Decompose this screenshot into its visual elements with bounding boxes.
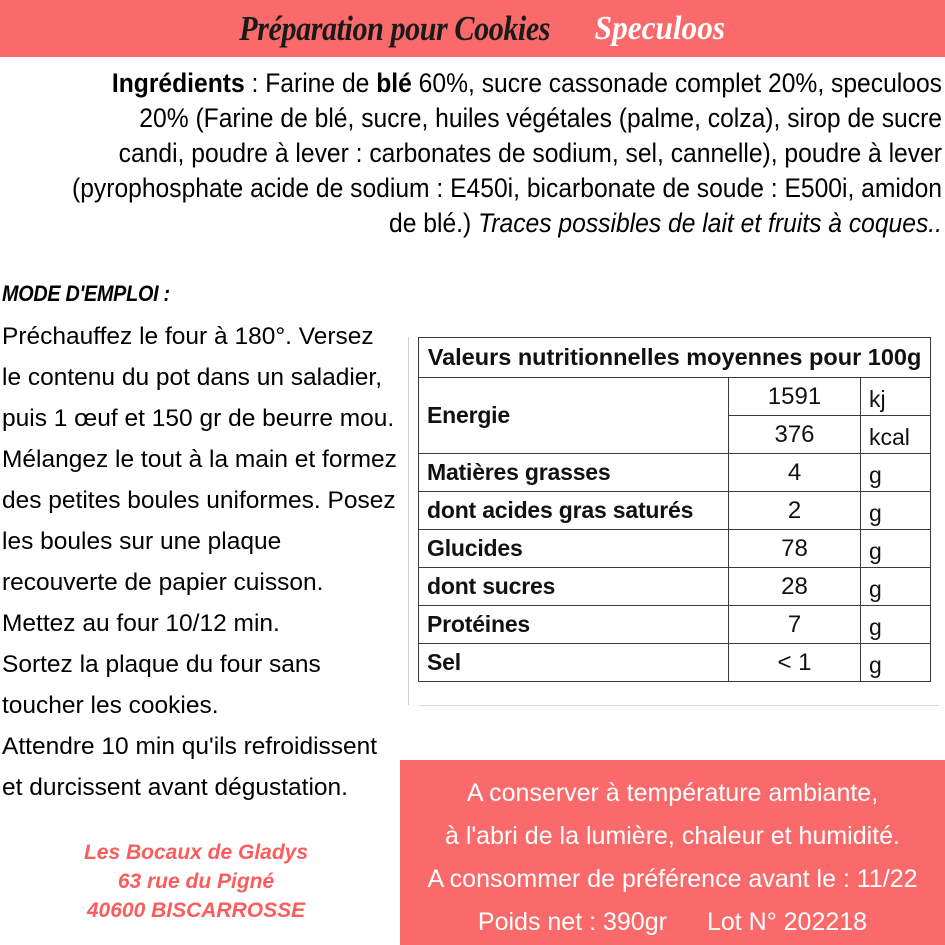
- table-row-header: [419, 338, 931, 378]
- ingredients-allergen-wheat: blé: [376, 68, 412, 98]
- nutrition-unit-kcal: kcal: [861, 416, 931, 454]
- nutrition-unit-proteines: g: [861, 606, 931, 644]
- instruction-line: des petites boules uniformes. Posez: [2, 487, 396, 514]
- address-company: Les Bocaux de Gladys: [83, 841, 309, 864]
- instruction-line: toucher les cookies.: [2, 692, 219, 719]
- lot-number: Lot N° 202218: [706, 908, 868, 936]
- nutrition-unit-matieres-grasses: g: [861, 454, 931, 492]
- instruction-line: recouverte de papier cuisson.: [2, 569, 324, 596]
- net-weight: Poids net : 390gr: [477, 908, 667, 936]
- instruction-line: et durcissent avant dégustation.: [2, 774, 348, 801]
- table-row: [419, 454, 931, 492]
- nutrition-label-glucides: Glucides: [419, 530, 729, 568]
- product-title: Préparation pour Cookies: [239, 9, 551, 48]
- nutrition-value-glucides: 78: [729, 530, 861, 568]
- nutrition-unit-glucides: g: [861, 530, 931, 568]
- weight-and-lot-row: [400, 901, 945, 944]
- instruction-line: les boules sur une plaque: [2, 528, 282, 555]
- instruction-line: Attendre 10 min qu'ils refroidissent: [2, 733, 378, 760]
- nutrition-value-dont-sucres: 28: [729, 568, 861, 606]
- spreadsheet-guide-line-bottom: [419, 705, 939, 706]
- nutrition-unit-acides-gras-satures: g: [861, 492, 931, 530]
- nutrition-unit-dont-sucres: g: [861, 568, 931, 606]
- best-before-date: A consommer de préférence avant le : 11/22: [427, 865, 918, 893]
- instruction-line: Préchauffez le four à 180°. Versez: [2, 323, 374, 350]
- ingredients-separator: :: [244, 68, 266, 98]
- nutrition-table-header: Valeurs nutritionnelles moyennes pour 100g: [419, 338, 931, 378]
- nutrition-value-energie-kj: 1591: [729, 378, 861, 416]
- nutrition-value-energie-kcal: 376: [729, 416, 861, 454]
- table-row: [419, 606, 931, 644]
- instruction-line: Mettez au four 10/12 min.: [2, 610, 280, 637]
- table-row: [419, 492, 931, 530]
- ingredients-text-start: Farine de: [265, 68, 377, 98]
- nutrition-value-sel: < 1: [729, 644, 861, 682]
- ingredients-paragraph: [72, 66, 942, 241]
- address-city: 40600 BISCARROSSE: [86, 899, 306, 922]
- producer-address: [0, 838, 392, 925]
- storage-line-light: à l'abri de la lumière, chaleur et humidité.: [444, 822, 900, 850]
- mode-emploi-instructions: [2, 316, 402, 808]
- ingredients-traces-note: Traces possibles de lait et fruits à coques..: [478, 208, 942, 238]
- ingredients-label: Ingrédients: [111, 68, 245, 98]
- nutrition-value-proteines: 7: [729, 606, 861, 644]
- table-row: [419, 530, 931, 568]
- nutrition-unit-kj: kj: [861, 378, 931, 416]
- nutrition-value-matieres-grasses: 4: [729, 454, 861, 492]
- instruction-line: le contenu du pot dans un saladier,: [2, 364, 383, 391]
- nutrition-label-matieres-grasses: Matières grasses: [419, 454, 729, 492]
- table-row: [419, 378, 931, 416]
- product-flavor: Speculoos: [595, 9, 726, 47]
- ingredients-text-body: 60%, sucre cassonade complet 20%, speculoos 20% (Farine de blé, sucre, huiles végétales (palme, colza), sirop de sucre candi, poudre à lever : carbonates de sodium, sel, cannelle), poudre à lever (pyrophosphate acide de sodium : E450i, bicarbonate de soude : E500i, amidon de blé.): [71, 68, 943, 238]
- mode-emploi-title: MODE D'EMPLOI :: [2, 281, 170, 306]
- table-row: [419, 568, 931, 606]
- storage-info-box: [400, 760, 945, 945]
- header-banner: [0, 0, 945, 57]
- nutrition-label-proteines: Protéines: [419, 606, 729, 644]
- nutrition-unit-sel: g: [861, 644, 931, 682]
- instruction-line: puis 1 œuf et 150 gr de beurre mou.: [2, 405, 395, 432]
- nutrition-label-sel: Sel: [419, 644, 729, 682]
- instruction-line: Mélangez le tout à la main et formez: [2, 446, 397, 473]
- nutrition-label-energie: Energie: [419, 378, 729, 454]
- instruction-line: Sortez la plaque du four sans: [2, 651, 321, 678]
- nutrition-label-acides-gras-satures: dont acides gras saturés: [419, 492, 729, 530]
- table-row: [419, 644, 931, 682]
- nutrition-label-dont-sucres: dont sucres: [419, 568, 729, 606]
- spreadsheet-guide-line: [408, 337, 409, 705]
- nutrition-value-acides-gras-satures: 2: [729, 492, 861, 530]
- storage-line-temperature: A conserver à température ambiante,: [466, 779, 879, 807]
- nutrition-table: [418, 337, 931, 682]
- address-street: 63 rue du Pigné: [117, 870, 275, 893]
